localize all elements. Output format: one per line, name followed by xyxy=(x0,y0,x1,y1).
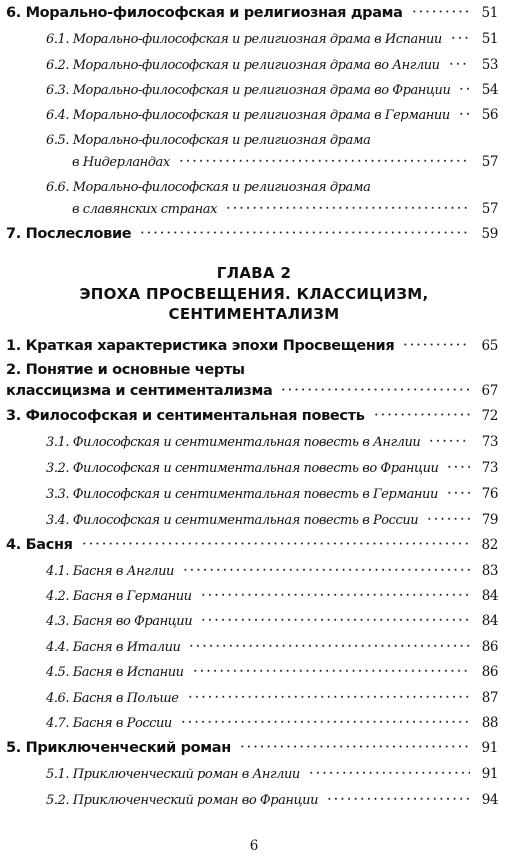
toc-entry xyxy=(6,337,498,354)
toc-entry xyxy=(6,739,498,756)
dot-leader xyxy=(402,338,470,351)
toc-entry xyxy=(6,536,498,553)
toc-entry xyxy=(6,225,498,242)
toc-entry-page: 84 xyxy=(481,613,498,629)
toc-subentry xyxy=(46,82,498,98)
toc-entry-page: 51 xyxy=(481,5,498,22)
toc-entry-page: 67 xyxy=(481,383,498,400)
toc-subentry xyxy=(46,690,498,706)
dot-leader xyxy=(178,155,470,167)
toc-entry-title: 4.2. Басня в Германии xyxy=(46,589,192,604)
toc-entry-title: 6.6. Морально-философская и религиозная драма xyxy=(46,180,371,195)
dot-leader xyxy=(446,487,470,499)
toc-subentry xyxy=(46,460,498,476)
dot-leader xyxy=(458,108,470,120)
dot-leader xyxy=(458,83,470,95)
toc-entry-page: 73 xyxy=(481,434,498,450)
dot-leader xyxy=(326,793,470,805)
toc-entry-title: 2. Понятие и основные черты xyxy=(6,362,245,378)
dot-leader xyxy=(81,537,470,550)
dot-leader xyxy=(188,640,470,652)
toc-entry-page: 51 xyxy=(481,31,498,47)
toc-entry-page: 57 xyxy=(481,201,498,217)
toc-entry-page: 79 xyxy=(481,512,498,528)
dot-leader xyxy=(200,614,470,626)
toc-entry xyxy=(6,382,498,399)
toc-subentry xyxy=(72,201,498,217)
dot-leader xyxy=(192,665,470,677)
dot-leader xyxy=(426,513,470,525)
toc-entry-page: 87 xyxy=(481,690,498,706)
chapter-number: ГЛАВА 2 xyxy=(216,264,292,282)
toc-subentry xyxy=(46,57,498,73)
toc-entry-title: 3.3. Философская и сентиментальная повесть в Германии xyxy=(46,487,438,502)
toc-entry-title: 6.2. Морально-философская и религиозная драма во Англии xyxy=(46,58,440,73)
toc-entry-page: 53 xyxy=(481,57,498,73)
toc-entry-title: 5.1. Приключенческий роман в Англии xyxy=(46,767,300,782)
toc-entry-title: 5.2. Приключенческий роман во Франции xyxy=(46,793,318,808)
dot-leader xyxy=(139,226,470,239)
toc-entry-page: 86 xyxy=(481,639,498,655)
toc-subentry xyxy=(46,31,498,47)
toc-entry-page: 56 xyxy=(481,107,498,123)
toc-entry-title: 7. Послесловие xyxy=(6,226,132,243)
toc-subentry xyxy=(72,154,498,170)
dot-leader xyxy=(446,461,470,473)
dot-leader xyxy=(280,383,470,396)
dot-leader xyxy=(180,716,470,728)
toc-entry-title: 4.3. Басня во Франции xyxy=(46,614,193,629)
toc-subentry xyxy=(46,486,498,502)
page-number: 6 xyxy=(249,838,259,854)
toc-subentry xyxy=(46,512,498,528)
toc-entry-page: 84 xyxy=(481,588,498,604)
dot-leader xyxy=(308,767,470,779)
toc-entry-title: 6.1. Морально-философская и религиозная драма в Испании xyxy=(46,32,442,47)
chapter-title: ЭПОХА ПРОСВЕЩЕНИЯ. КЛАССИЦИЗМ, xyxy=(79,285,429,303)
toc-entry-page: 54 xyxy=(481,82,498,98)
toc-entry-title: 4.1. Басня в Англии xyxy=(46,564,174,579)
toc-subentry xyxy=(46,107,498,123)
toc-subentry xyxy=(46,588,498,604)
toc-entry-page: 91 xyxy=(481,740,498,757)
toc-entry-page: 76 xyxy=(481,486,498,502)
toc-entry-page: 86 xyxy=(481,664,498,680)
toc-subentry xyxy=(46,563,498,579)
toc-entry-page: 65 xyxy=(481,338,498,355)
dot-leader xyxy=(239,740,470,753)
toc-subentry xyxy=(46,715,498,731)
toc-entry-title: 4.5. Басня в Испании xyxy=(46,665,184,680)
toc-entry-title: 6.3. Морально-философская и религиозная драма во Франции xyxy=(46,83,451,98)
toc-entry-title: 4.6. Басня в Польше xyxy=(46,691,179,706)
toc-entry-title: 4.7. Басня в России xyxy=(46,716,172,731)
toc-entry-page: 72 xyxy=(481,408,498,425)
toc-entry-title-cont: классицизма и сентиментализма xyxy=(6,383,273,400)
toc-entry-title: 4. Басня xyxy=(6,537,73,554)
toc-entry-title: 1. Краткая характеристика эпохи Просвещения xyxy=(6,338,395,355)
toc-entry-title: 3.2. Философская и сентиментальная повесть во Франции xyxy=(46,461,439,476)
toc-entry-page: 82 xyxy=(481,537,498,554)
dot-leader xyxy=(187,691,470,703)
dot-leader xyxy=(225,202,470,214)
dot-leader xyxy=(373,408,470,421)
dot-leader xyxy=(200,589,470,601)
toc-subentry xyxy=(46,766,498,782)
toc-entry-page: 83 xyxy=(481,563,498,579)
toc-subentry xyxy=(46,792,498,808)
chapter-title-cont: СЕНТИМЕНТАЛИЗМ xyxy=(168,305,340,323)
toc-entry xyxy=(6,407,498,424)
toc-entry-title: 3.4. Философская и сентиментальная повесть в России xyxy=(46,513,419,528)
toc-entry xyxy=(6,4,498,21)
toc-entry-title: 3.1. Философская и сентиментальная повесть в Англии xyxy=(46,435,421,450)
toc-entry-title: 6.5. Морально-философская и религиозная драма xyxy=(46,133,371,148)
toc-entry-title: 3. Философская и сентиментальная повесть xyxy=(6,408,365,425)
toc-subentry xyxy=(46,664,498,680)
toc-entry-title-cont: в славянских странах xyxy=(72,202,217,217)
toc-entry-title-cont: в Нидерландах xyxy=(72,155,170,170)
toc-entry-title: 6.4. Морально-философская и религиозная драма в Германии xyxy=(46,108,450,123)
dot-leader xyxy=(182,564,470,576)
toc-entry-page: 88 xyxy=(481,715,498,731)
dot-leader xyxy=(448,58,470,70)
dot-leader xyxy=(428,435,470,447)
toc-entry-page: 73 xyxy=(481,460,498,476)
dot-leader xyxy=(450,32,470,44)
toc-entry-page: 94 xyxy=(481,792,498,808)
toc-entry-page: 91 xyxy=(481,766,498,782)
toc-entry-title: 5. Приключенческий роман xyxy=(6,740,231,757)
toc-entry-page: 59 xyxy=(481,226,498,243)
toc-entry-title: 6. Морально-философская и религиозная драма xyxy=(6,5,403,22)
toc-entry-page: 57 xyxy=(481,154,498,170)
toc-subentry xyxy=(46,434,498,450)
toc-subentry xyxy=(46,639,498,655)
dot-leader xyxy=(411,5,470,18)
toc-entry-title: 4.4. Басня в Италии xyxy=(46,640,181,655)
toc-subentry xyxy=(46,613,498,629)
